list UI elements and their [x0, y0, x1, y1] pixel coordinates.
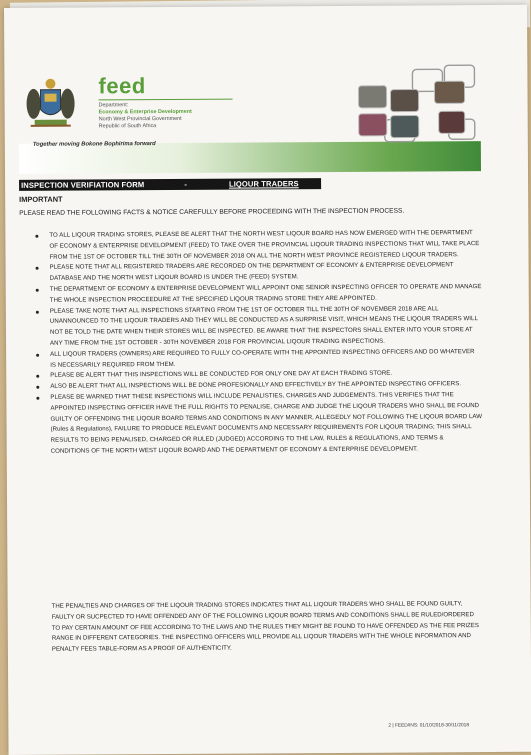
list-item: ALSO BE ALERT THAT ALL INSPECTIONS WILL BE DONE PROFESIONALLY AND EFFECTIVELY BY THE APPOINTED INSPECTING OFFICERS.: [34, 379, 482, 393]
photo-collage: [348, 63, 478, 146]
bullet-icon: [35, 235, 38, 238]
list-item: PLEASE BE WARNED THAT THESE INSPECTIONS WILL INCLUDE PENALISTIES, CHARGES AND JUDGEMENTS. THIS VERIFIES THAT THE APPOINTED INSPECTING OFFICER HAVE THE FULL RIGHTS TO PENALISE, CHARGE AND JUDGE THE LIQOUR TRADERS WHO SHALL BE FOUND GUILTY OF OFFENDING THE LIQOUR BOARD TERMS AND CONDITIONS IN ANY MANNER, ALLEGEDLY NOT FOLLOWING THE LIQOUR BOARD LAW (Rules & Regulations), FAILURE TO PRODUCE RELEVANT DOCUMENTS AND NECESSARY REQUIREMENTS FOR LIQOUR TRADING; THIS SHALL RESULTS TO BEING PENALISED, CHARGED OR RULED (JUDGED) ACCORDING TO THE LAW, RULES & REGULATIONS, AND TERMS & CONDITIONS OF THE NORTH WEST LIQOUR BOARD AND THE DEPARTMENT OF ECONOMY & ENTERPRISE DEVELOPMENT.: [34, 390, 482, 458]
document-page: [4, 5, 531, 755]
form-title: INSPECTION VERIFIATION FORM: [21, 180, 145, 190]
bullet-icon: [36, 310, 39, 313]
list-item: THE DEPARTMENT OF ECONOMY & ENTERPRISE DEVELOPMENT WILL APPOINT ONE SENIOR INSPECTING OFFICER TO OPERATE AND MANAGE THE WHOLE INSPECTION PROCEEDURE AT THE SPECIFIED LIQOUR TRADING STORE THEY ARE APPOINTED.: [34, 282, 482, 306]
list-item: TO ALL LIQOUR TRADING STORES, PLEASE BE ALERT THAT THE NORTH WEST LIQOUR BOARD HAS NOW EMERGED WITH THE DEPARTMENT OF ECONOMY & ENTERPRISE DEVELOPMENT (FEED) TO TAKE OVER THE PROVINCIAL LIQOUR TRADING INSPECTIONS THAT WILL TAKE PLACE FROM THE 1ST OF OCTOBER TILL THE 30TH OF NOVEMBER 2018 ON ALL THE NORTH WEST PROVINCE REGISTERED LIQOUR TRADERS.: [33, 228, 481, 263]
bullet-icon: [36, 386, 39, 389]
important-heading: IMPORTANT: [19, 194, 63, 204]
bullet-icon: [36, 375, 39, 378]
list-item: PLEASE BE ALERT THAT THIS INSPECTIONS WILL BE CONDUCTED FOR ONLY ONE DAY AT EACH TRADING STORE.: [34, 368, 482, 382]
intro-notice: PLEASE READ THE FOLLOWING FACTS & NOTICE CAREFULLY BEFORE PROCEEDING WITH THE INSPECTION PROCESS.: [19, 207, 405, 217]
form-subtitle: LIQOUR TRADERS: [228, 179, 299, 189]
logo-underline: [99, 99, 233, 101]
page-footer: 2 | FEED/INS: 01/10/2018-30/11/2018: [388, 723, 470, 729]
bullet-icon: [36, 267, 39, 270]
country-name: Republic of South Africa: [98, 123, 157, 130]
closing-paragraph: THE PENALTIES AND CHARGES OF THE LIQOUR TRADING STORES INDICATES THAT ALL LIQOUR TRADERS WHO SHALL BE FOUND GUILTY, FAULTY OR SUCPECTED TO HAVE OFFENDED ANY OF THE FOLLOWING LIQOUR BOARD TERMS AND CONDITIONS SHALL BE RULED/ORDERED TO PAY CERTAIN AMOUNT OF FEE ACCORDING TO THE LAWS AND THE RULES THEY MIGHT BE FOUND TO HAVE OFFENDED AS THE FEE PRIZES RANGE IN DIFFERENT CATEGORIES. THE INSPECTING OFFICERS WILL PROVIDE ALL LIQOUR TRADERS WITH THE WHOLE INFORMATION AND PENALTY FEES TABLE-FORM AS A PROOF OF AUTHENTICITY.: [51, 600, 479, 653]
feed-logo: feed: [98, 73, 146, 99]
department-name: Economy & Enterprise Development: [98, 108, 192, 116]
list-item: PLEASE NOTE THAT ALL REGISTERED TRADERS ARE RECORDED ON THE DEPARTMENT OF ECONOMY & ENTERPRISE DEVELOPMENT DATABASE AND THE NORTH WEST LIQOUR BOARD IS UNDER THE (FEED) SYSTEM.: [34, 260, 482, 284]
tagline: Together moving Bokone Bophirima forward: [32, 141, 156, 148]
list-item: ALL LIQOUR TRADERS (OWNERS) ARE REQUIRED TO FULLY CO-OPERATE WITH THE APPOINTED INSPECTING OFFICERS AND DO WHATEVER IS NECESSARILY REQUIRED FROM THEM.: [34, 347, 482, 371]
bullet-icon: [36, 289, 39, 292]
coat-of-arms-icon: [20, 74, 80, 134]
form-title-separator: -: [184, 179, 187, 189]
department-label: Department:: [98, 102, 129, 109]
list-item: PLEASE TAKE NOTE THAT ALL INSPECTIONS STARTING FROM THE 1ST OF OCTOBER TILL THE 30TH OF NOVEMBER 2018 ARE ALL UNANNOUNCED TO THE LIQOUR TRADERS AND THEY WILL BE CONDUCTED AS A SURPRISE VISIT, WHICH MEANS THE LIQOUR TRADERS WILL NOT BE TOLD THE DATE WHEN THEIR STORES WILL BE INSPECTED. BE AWARE THAT THE INSPECTORS SHALL ENTER INTO YOUR STORE AT ANY TIME FROM THE 1ST OCTOBER - 30TH NOVEMBER 2018 FOR PROVINCIAL LIQOUR TRADING INSPECTIONS.: [34, 304, 482, 350]
letterhead: [18, 63, 481, 174]
bullet-icon: [36, 354, 39, 357]
notice-list: [33, 228, 482, 457]
form-title-bar: [19, 178, 321, 191]
bullet-icon: [36, 397, 39, 400]
government-name: North West Provincial Government: [98, 115, 182, 123]
